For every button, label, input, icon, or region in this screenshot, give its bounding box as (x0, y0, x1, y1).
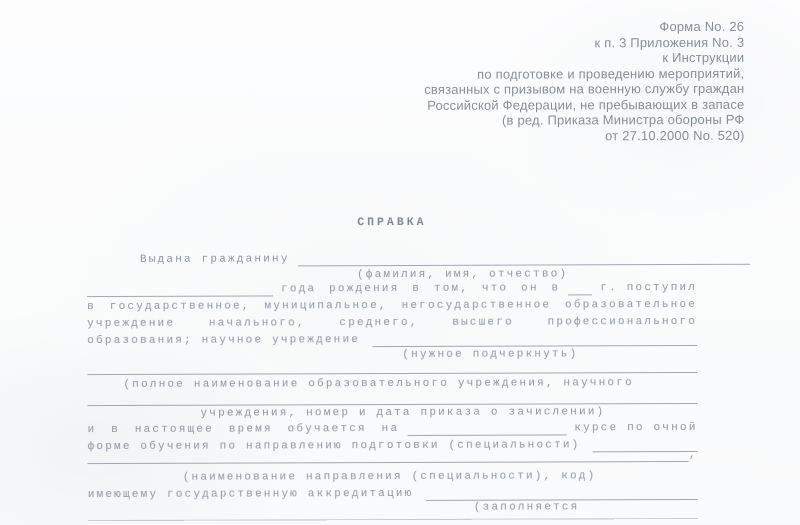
form-edition-line2: от 27.10.2000 No. 520) (605, 127, 745, 143)
word: муниципальное, (264, 300, 388, 313)
form-number: Форма No. 26 (659, 18, 745, 35)
form-instruction-line2: связанных с призывом на военную службу граждан (424, 80, 745, 97)
blank-rule (88, 506, 698, 521)
institution-type-line2 (87, 315, 697, 331)
form-reference-header (324, 19, 744, 144)
specialty-caption: (наименование направления (специальности), код) (182, 470, 597, 484)
issued-to-label: Выдана гражданину (139, 253, 290, 266)
blank-rule (87, 391, 697, 406)
word: профессионального (547, 315, 698, 329)
specialty-blank-line (88, 448, 698, 464)
word: учреждение (87, 317, 176, 331)
form-edition-line1: (в ред. Приказа Министра обороны РФ (501, 111, 745, 128)
word: среднего, (339, 316, 419, 330)
institution-name-blank-line2 (87, 390, 697, 406)
study-form-label: форме обучения по направлению подготовки (специальности) (87, 439, 581, 454)
word: государственное, (109, 300, 251, 314)
science-institution-blank (372, 333, 697, 347)
word: начального, (208, 317, 306, 330)
filled-caption: (заполняется (473, 501, 580, 514)
enrolled-text: г. поступил (600, 281, 698, 295)
current-course-start: и в настоящее время обучается на (87, 423, 400, 437)
blank-rule (88, 449, 689, 464)
form-instruction-line1: по подготовке и проведению мероприятий, (477, 65, 745, 82)
current-course-line (88, 421, 698, 437)
institution-name-caption1: (полное наименование образовательного учреждения, научного (123, 377, 634, 391)
trailing-comma: , (688, 448, 698, 461)
accreditation-label: имеющему государственную аккредитацию (87, 487, 414, 502)
issued-to-blank (298, 252, 750, 267)
accreditation-blank (425, 487, 697, 501)
document-title: СПРАВКА (357, 215, 427, 230)
form-instruction-ref: к Инструкции (662, 49, 745, 66)
form-instruction-line3: Российской Федерации, не пребывающих в запасе (427, 96, 745, 113)
bottom-cutoff-blank-line (88, 505, 698, 521)
fio-caption: (фамилия, имя, отчество) (357, 268, 569, 282)
word: негосударственное (401, 299, 552, 312)
science-institution-line (87, 332, 697, 348)
underline-caption: (нужное подчеркнуть) (402, 348, 579, 361)
word: высшего (452, 316, 514, 329)
birth-year-blank (87, 283, 273, 297)
institution-name-caption2: учреждения, номер и дата приказа о зачислении) (200, 406, 606, 420)
enroll-year-blank (568, 282, 592, 295)
blank-rule (87, 360, 697, 375)
science-institution-label: образования; научное учреждение (87, 334, 361, 348)
birth-year-line (87, 281, 697, 297)
institution-name-blank-line1 (87, 359, 697, 375)
word: образовательное (565, 298, 698, 312)
issued-to-line (87, 251, 750, 267)
institution-type-line1 (87, 298, 697, 314)
course-number-blank (407, 422, 566, 436)
institution-name-caption-line2 (88, 405, 800, 422)
specialty-caption-line (88, 469, 793, 485)
birth-year-text: года рождения в том, что он в (281, 282, 561, 296)
word: в (87, 301, 96, 314)
form-annex-ref: к п. 3 Приложения No. 3 (594, 34, 745, 50)
current-course-end: курсе по очной (574, 421, 698, 435)
